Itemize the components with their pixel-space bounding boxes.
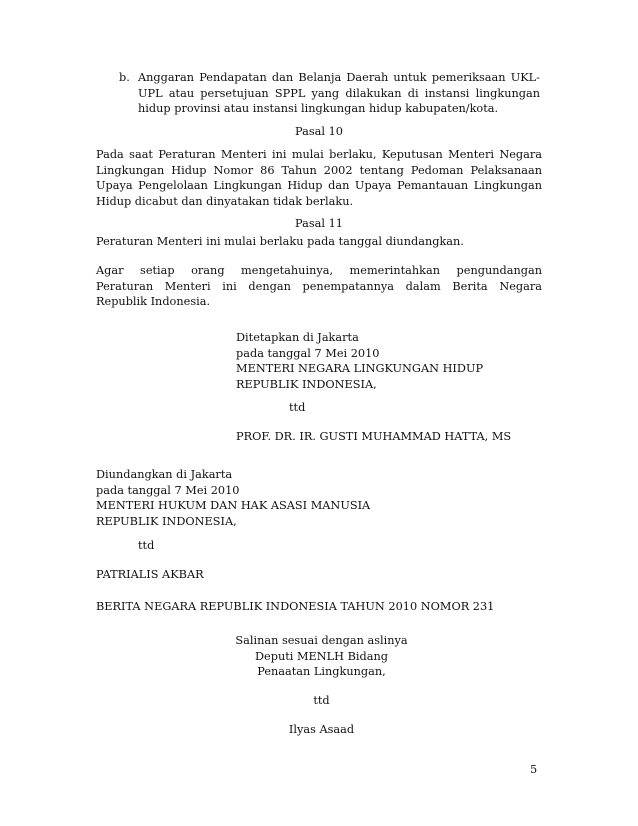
closing-line-3: Republik Indonesia.: [96, 295, 211, 308]
ditetapkan-date: pada tanggal 7 Mei 2010: [236, 346, 380, 360]
pasal-11-heading: Pasal 11: [295, 217, 343, 230]
salinan-line-3: Penaatan Lingkungan,: [257, 665, 386, 678]
diundangkan-office-2: REPUBLIK INDONESIA,: [96, 514, 237, 528]
list-item-b-line-1: Anggaran Pendapatan dan Belanja Daerah untuk pemeriksaan UKL-: [138, 71, 540, 84]
ditetapkan-signatory-name: PROF. DR. IR. GUSTI MUHAMMAD HATTA, MS: [236, 430, 512, 443]
pasal-10-paragraph: [96, 147, 542, 209]
list-item-b-line-2: UPL atau persetujuan SPPL yang dilakukan di instansi lingkungan: [138, 86, 540, 100]
diundangkan-signature-ttd: ttd: [138, 539, 155, 552]
diundangkan-office-1: MENTERI HUKUM DAN HAK ASASI MANUSIA: [96, 499, 371, 512]
salinan-signatory-name: Ilyas Asaad: [288, 723, 355, 736]
diundangkan-place: Diundangkan di Jakarta: [96, 468, 233, 481]
ditetapkan-block: [236, 330, 483, 392]
pasal-10-heading: Pasal 10: [295, 125, 343, 138]
list-marker-b: b.: [119, 71, 130, 84]
salinan-block: [200, 633, 443, 680]
salinan-line-2: Deputi MENLH Bidang: [254, 649, 389, 663]
ditetapkan-office-2: REPUBLIK INDONESIA,: [236, 377, 377, 391]
pasal-10-line-4: Hidup dicabut dan dinyatakan tidak berlaku.: [96, 194, 354, 208]
closing-line-2: Peraturan Menteri ini dengan penempatannya dalam Berita Negara: [96, 279, 542, 293]
salinan-signature-ttd: ttd: [313, 694, 330, 707]
list-item-b: [138, 70, 540, 117]
diundangkan-signatory-name: PATRIALIS AKBAR: [96, 568, 204, 581]
pasal-10-line-2: Lingkungan Hidup Nomor 86 Tahun 2002 tentang Pedoman Pelaksanaan: [96, 163, 542, 177]
diundangkan-block: [96, 467, 370, 529]
salinan-line-1: Salinan sesuai dengan aslinya: [235, 634, 408, 647]
pasal-11-text: Peraturan Menteri ini mulai berlaku pada tanggal diundangkan.: [96, 235, 464, 248]
pasal-10-line-3: Upaya Pengelolaan Lingkungan Hidup dan Upaya Pemantauan Lingkungan: [96, 179, 542, 192]
list-item-b-line-3: hidup provinsi atau instansi lingkungan hidup kabupaten/kota.: [138, 102, 499, 115]
page-number: 5: [530, 763, 538, 776]
diundangkan-date: pada tanggal 7 Mei 2010: [96, 483, 240, 497]
ditetapkan-office-1: MENTERI NEGARA LINGKUNGAN HIDUP: [236, 362, 484, 375]
closing-paragraph: [96, 263, 542, 310]
berita-negara-line: BERITA NEGARA REPUBLIK INDONESIA TAHUN 2010 NOMOR 231: [96, 600, 495, 613]
closing-line-1: Agar setiap orang mengetahuinya, memerintahkan pengundangan: [96, 264, 542, 277]
ditetapkan-place: Ditetapkan di Jakarta: [236, 331, 359, 344]
pasal-10-line-1: Pada saat Peraturan Menteri ini mulai berlaku, Keputusan Menteri Negara: [96, 148, 542, 161]
ditetapkan-signature-ttd: ttd: [289, 401, 306, 414]
